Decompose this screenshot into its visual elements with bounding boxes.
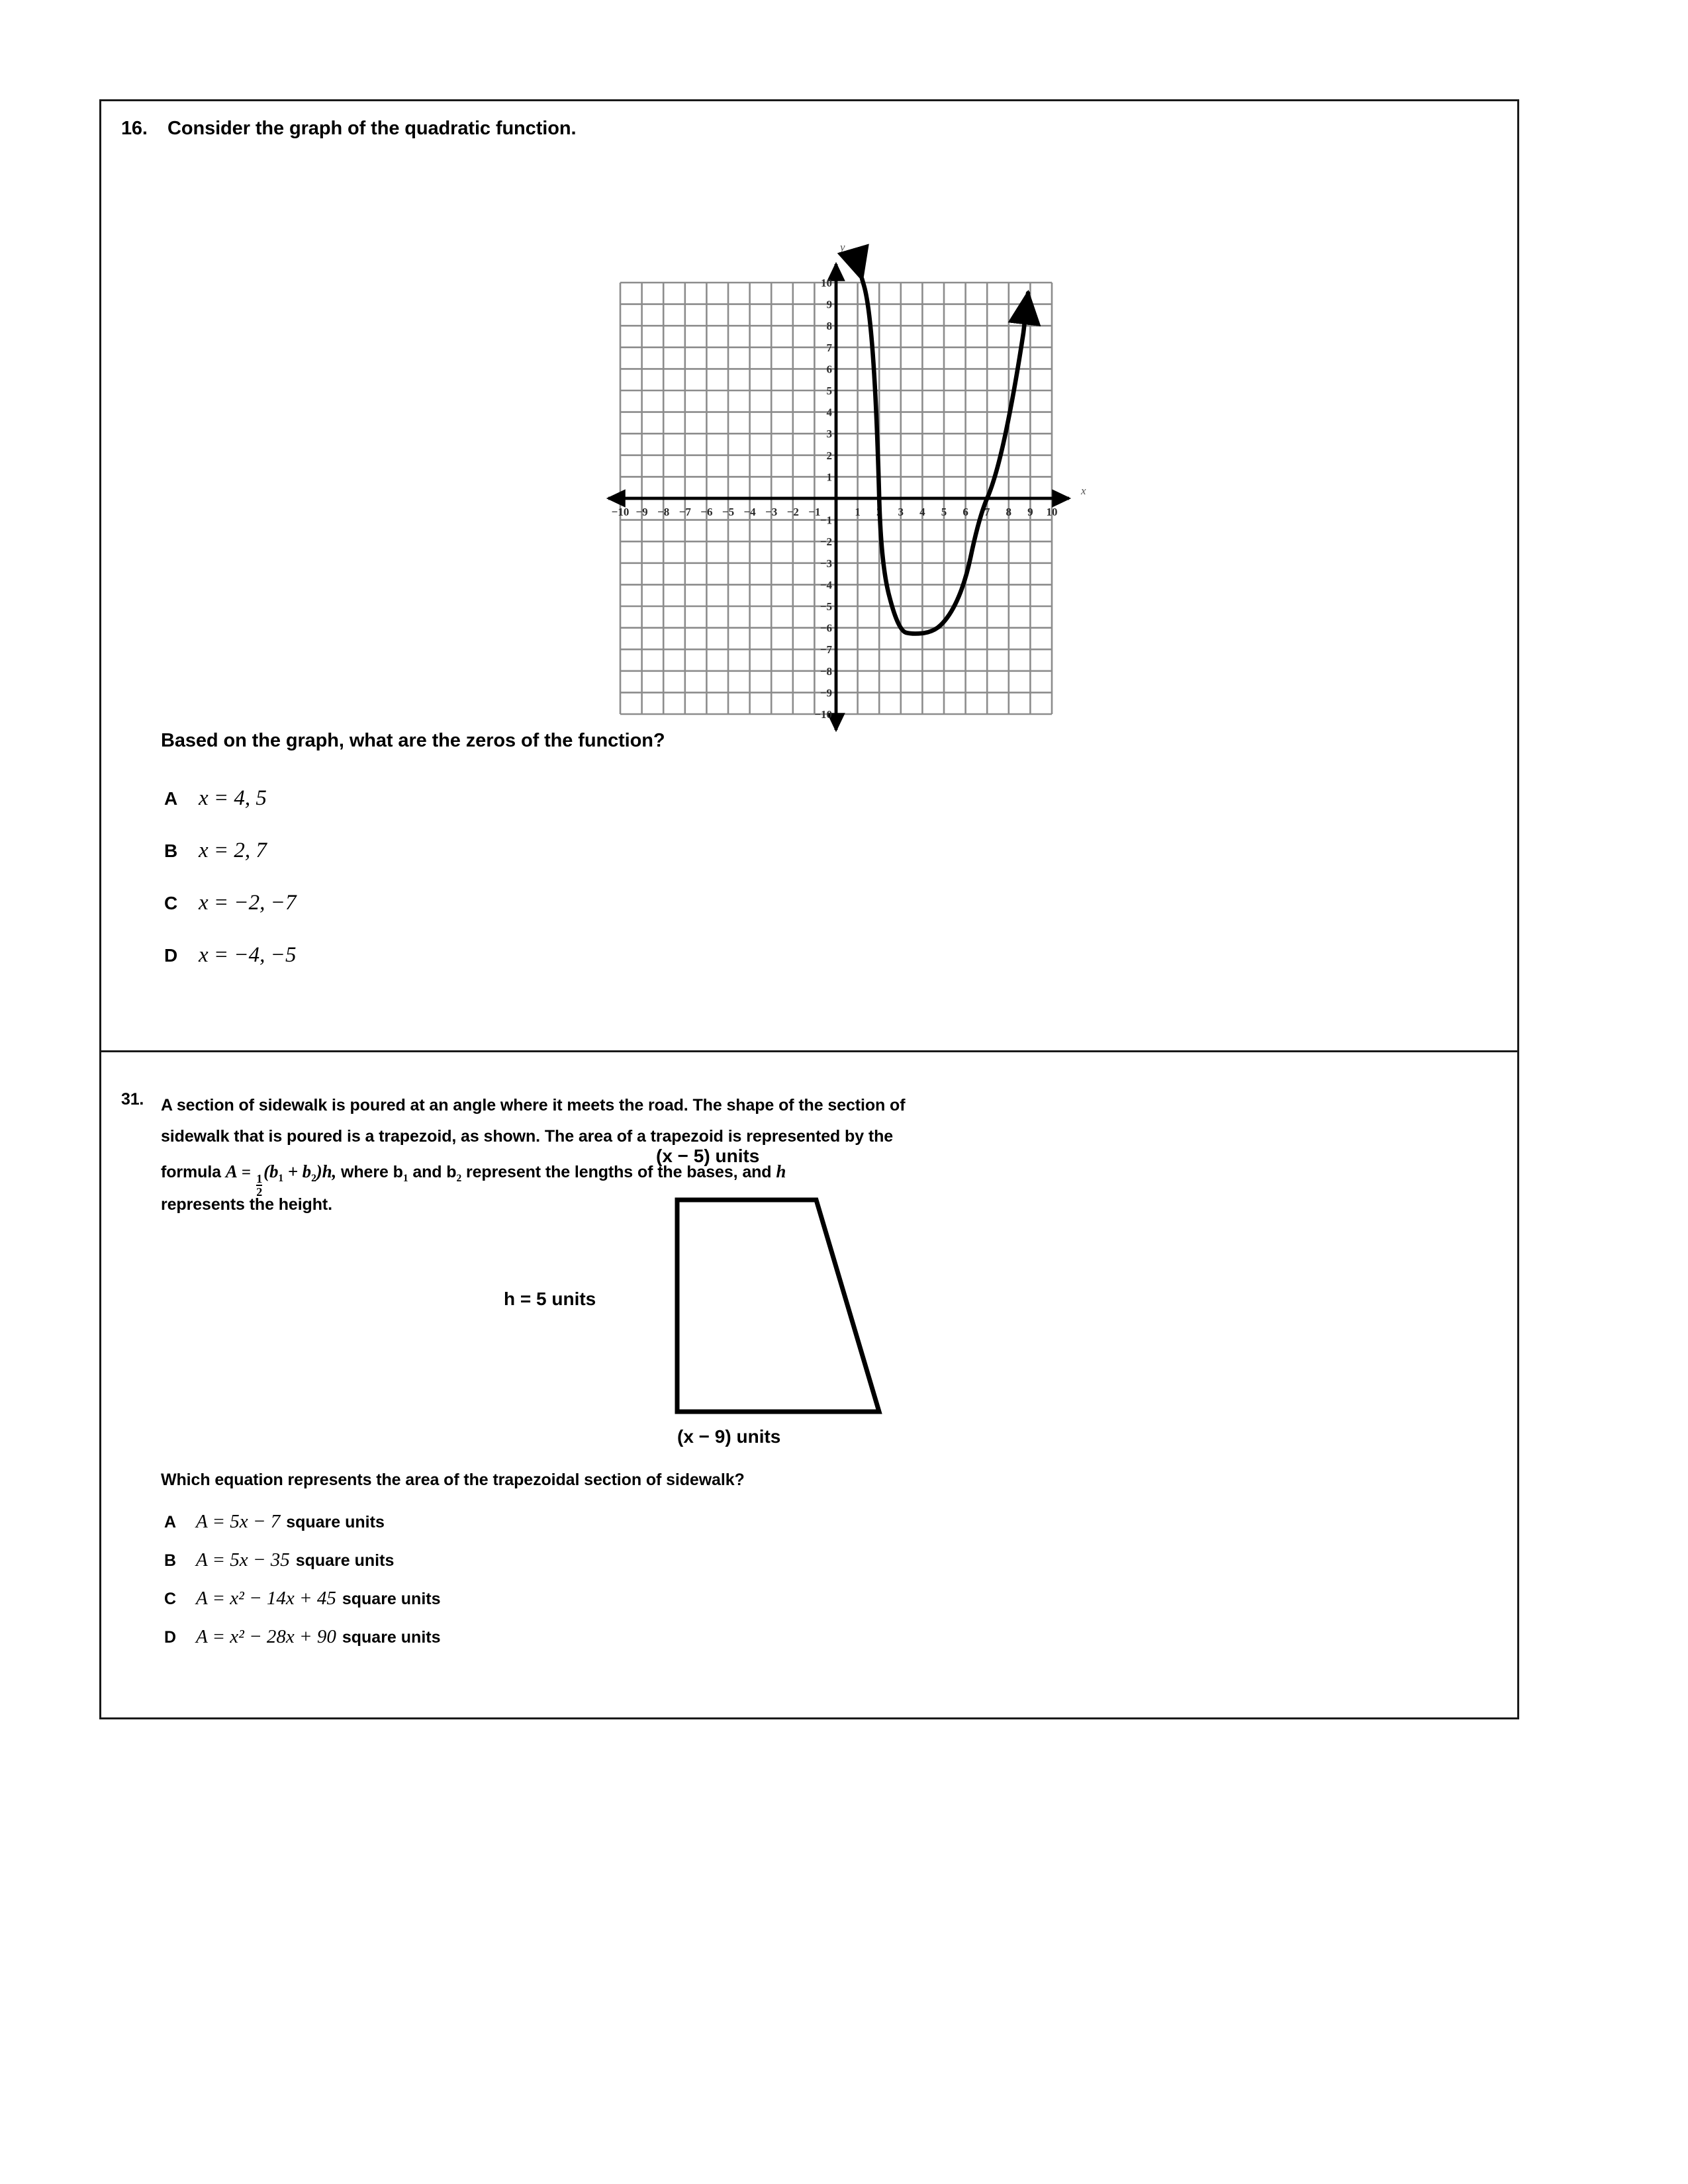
- choice-letter: D: [164, 945, 178, 966]
- svg-text:8: 8: [1006, 506, 1012, 518]
- choice-letter: B: [164, 1551, 177, 1570]
- svg-text:−7: −7: [679, 506, 691, 518]
- question-31-choice-d[interactable]: [164, 1626, 441, 1648]
- svg-text:−6: −6: [820, 621, 832, 635]
- svg-text:3: 3: [898, 506, 904, 518]
- svg-text:−10: −10: [814, 708, 832, 721]
- formula-plus-b2: + b: [283, 1161, 312, 1181]
- svg-text:−4: −4: [743, 506, 756, 518]
- formula-sub-1: 1: [278, 1173, 284, 1184]
- svg-text:10: 10: [1046, 506, 1058, 518]
- formula-tail-2: and b: [408, 1163, 457, 1181]
- choice-letter: D: [164, 1628, 177, 1647]
- choice-expression: A = 5x − 7: [196, 1511, 281, 1532]
- choice-expression: x = −2, −7: [199, 891, 297, 915]
- trapezoid-figure: [485, 1120, 1134, 1491]
- trapezoid-top-label: (x − 5) units: [656, 1146, 760, 1166]
- svg-text:7: 7: [826, 341, 832, 354]
- question-31-choice-c[interactable]: [164, 1588, 441, 1610]
- svg-text:−5: −5: [820, 600, 832, 613]
- question-16-title: Consider the graph of the quadratic function.: [167, 118, 577, 139]
- choice-expression: A = x² − 28x + 90: [196, 1626, 336, 1647]
- choice-expression: x = 2, 7: [199, 839, 267, 862]
- question-set-box: [99, 99, 1519, 1719]
- question-16-choice-b[interactable]: [164, 839, 267, 863]
- svg-text:2: 2: [876, 506, 882, 518]
- svg-text:−7: −7: [820, 643, 832, 657]
- svg-text:−2: −2: [820, 535, 832, 549]
- question-31-body-line-2: sidewalk that is poured is a trapezoid, as shown. The area of a trapezoid is represented by the: [161, 1127, 894, 1146]
- svg-text:4: 4: [919, 506, 925, 518]
- svg-text:6: 6: [826, 363, 832, 376]
- choice-letter: C: [164, 893, 178, 913]
- quadratic-graph-figure: [498, 201, 1107, 770]
- svg-text:−8: −8: [820, 664, 832, 678]
- x-tick-labels: [612, 506, 1058, 518]
- question-31-prompt: Which equation represents the area of the trapezoidal section of sidewalk?: [161, 1471, 745, 1489]
- fraction-numerator: 1: [256, 1171, 263, 1185]
- formula-open-paren-b1: (b: [263, 1161, 279, 1181]
- svg-text:−3: −3: [820, 557, 832, 570]
- trapezoid-height-label: h = 5 units: [504, 1289, 596, 1309]
- parabola-curve: [862, 279, 1028, 633]
- question-divider: [101, 1050, 1517, 1052]
- svg-text:−1: −1: [820, 514, 832, 527]
- svg-text:8: 8: [826, 320, 832, 333]
- trapezoid-bottom-label: (x − 9) units: [677, 1426, 781, 1447]
- choice-letter: B: [164, 841, 178, 861]
- formula-A: A: [225, 1161, 238, 1181]
- choice-expression: x = −4, −5: [199, 943, 297, 967]
- svg-text:−8: −8: [657, 506, 670, 518]
- svg-text:9: 9: [826, 298, 832, 311]
- choice-units: square units: [342, 1628, 441, 1647]
- svg-text:−9: −9: [635, 506, 648, 518]
- formula-tail-3: represent the lengths of the bases, and: [461, 1163, 776, 1181]
- formula-sub-2: 2: [311, 1173, 316, 1184]
- question-16-choice-d[interactable]: [164, 943, 296, 968]
- svg-text:5: 5: [941, 506, 947, 518]
- svg-text:−3: −3: [765, 506, 778, 518]
- svg-text:5: 5: [826, 385, 832, 397]
- svg-text:6: 6: [962, 506, 968, 518]
- svg-text:1: 1: [826, 471, 832, 484]
- choice-expression: A = 5x − 35: [196, 1549, 290, 1570]
- choice-expression: A = x² − 14x + 45: [196, 1588, 336, 1609]
- svg-text:−5: −5: [722, 506, 735, 518]
- graph-axes: [608, 264, 1069, 730]
- svg-text:4: 4: [826, 406, 832, 419]
- svg-text:−9: −9: [820, 686, 832, 700]
- choice-units: square units: [286, 1513, 385, 1531]
- trapezoid-shape: [677, 1200, 879, 1412]
- question-16-choice-a[interactable]: [164, 786, 267, 811]
- y-axis-label: y: [840, 241, 845, 253]
- formula-close-paren-h: )h,: [316, 1161, 337, 1181]
- choice-letter: A: [164, 1513, 177, 1531]
- choice-letter: A: [164, 788, 178, 809]
- question-31-body-line-4: represents the height.: [161, 1195, 332, 1214]
- svg-text:10: 10: [821, 277, 832, 289]
- choice-expression: x = 4, 5: [199, 786, 267, 810]
- choice-letter: C: [164, 1590, 177, 1608]
- svg-text:7: 7: [984, 506, 990, 518]
- question-31-choice-a[interactable]: [164, 1511, 385, 1533]
- formula-tail-1: where b: [336, 1163, 403, 1181]
- svg-text:3: 3: [826, 428, 832, 441]
- formula-lead: formula: [161, 1163, 226, 1181]
- question-16-number: 16.: [121, 118, 148, 139]
- question-31-body-line-1: A section of sidewalk is poured at an angle where it meets the road. The shape of the section of: [161, 1096, 906, 1115]
- question-16-prompt: Based on the graph, what are the zeros of the function?: [161, 730, 665, 751]
- formula-tail-h: h: [776, 1161, 786, 1181]
- question-16-choice-c[interactable]: [164, 891, 296, 915]
- svg-text:−10: −10: [611, 506, 630, 518]
- svg-text:−6: −6: [700, 506, 713, 518]
- svg-text:−2: −2: [786, 506, 799, 518]
- choice-units: square units: [295, 1551, 395, 1570]
- svg-text:9: 9: [1027, 506, 1033, 518]
- formula-tail-sub-2: 2: [456, 1173, 462, 1184]
- svg-text:−1: −1: [808, 506, 821, 518]
- question-31-choice-b[interactable]: [164, 1549, 394, 1571]
- svg-text:−4: −4: [820, 578, 832, 592]
- formula-equals: =: [237, 1163, 256, 1181]
- formula-tail-sub-1: 1: [402, 1173, 408, 1184]
- x-axis-label: x: [1081, 484, 1086, 497]
- question-31-number: 31.: [121, 1090, 144, 1109]
- fraction-denominator: 2: [256, 1185, 263, 1199]
- choice-units: square units: [342, 1590, 441, 1608]
- svg-text:1: 1: [855, 506, 861, 518]
- svg-text:2: 2: [826, 449, 832, 462]
